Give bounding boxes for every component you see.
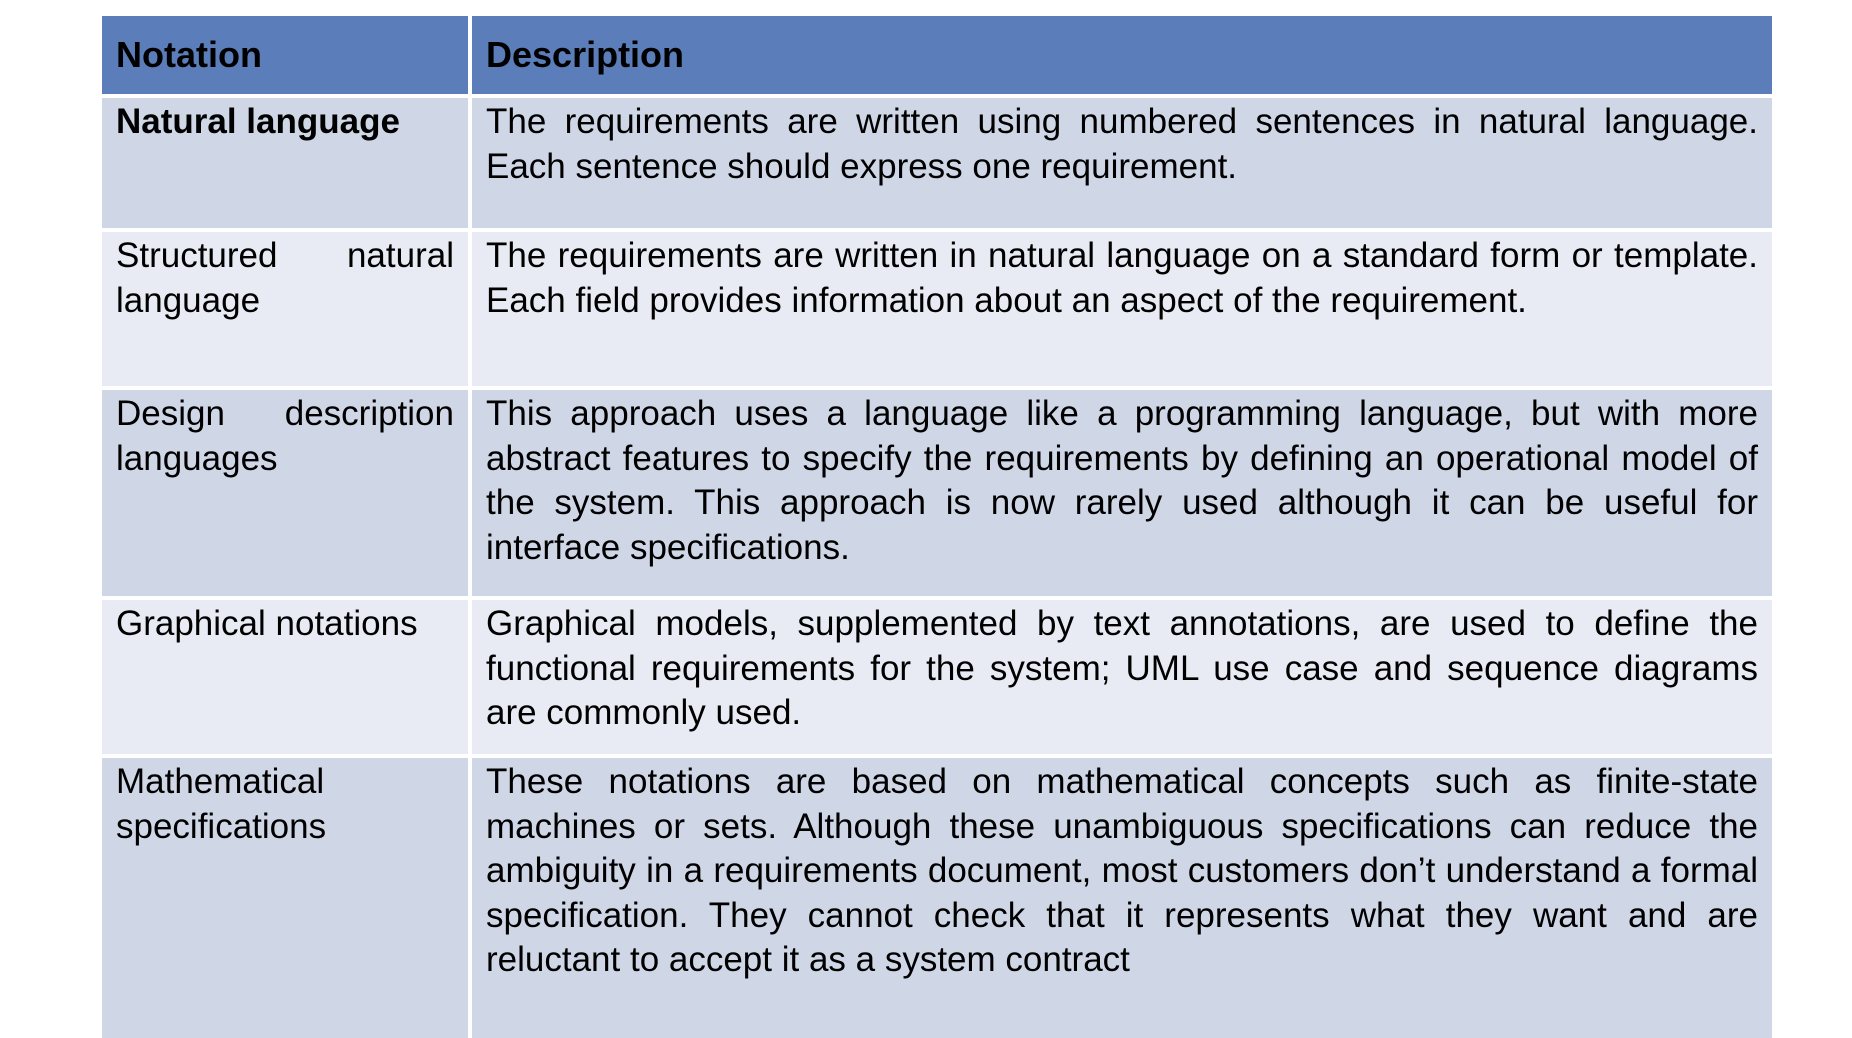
row-graphical-notations-notation: Graphical notations <box>102 600 468 754</box>
header-notation: Notation <box>102 16 468 94</box>
row-mathematical-specifications-description: These notations are based on mathematical concepts such as finite-state machines or sets. Although these unambiguous specifications can reduce the ambiguity in a requirements document, most customers don’t understand a formal specification. They cannot check that it represents what they want and are reluctant to accept it as a system contract <box>472 758 1772 1038</box>
row-structured-natural-language-notation: Structured natural language <box>102 232 468 386</box>
row-natural-language-notation: Natural language <box>102 98 468 228</box>
row-mathematical-specifications-notation: Mathematical specifications <box>102 758 468 1038</box>
notations-table <box>102 16 1768 1038</box>
row-natural-language-description: The requirements are written using numbered sentences in natural language. Each sentence should express one requirement. <box>472 98 1772 228</box>
row-design-description-languages-description: This approach uses a language like a programming language, but with more abstract features to specify the requirements by defining an operational model of the system. This approach is now rarely used although it can be useful for interface specifications. <box>472 390 1772 596</box>
row-design-description-languages-notation: Design description languages <box>102 390 468 596</box>
row-structured-natural-language-description: The requirements are written in natural language on a standard form or template. Each field provides information about an aspect of the requirement. <box>472 232 1772 386</box>
row-graphical-notations-description: Graphical models, supplemented by text annotations, are used to define the functional requirements for the system; UML use case and sequence diagrams are commonly used. <box>472 600 1772 754</box>
header-description: Description <box>472 16 1772 94</box>
